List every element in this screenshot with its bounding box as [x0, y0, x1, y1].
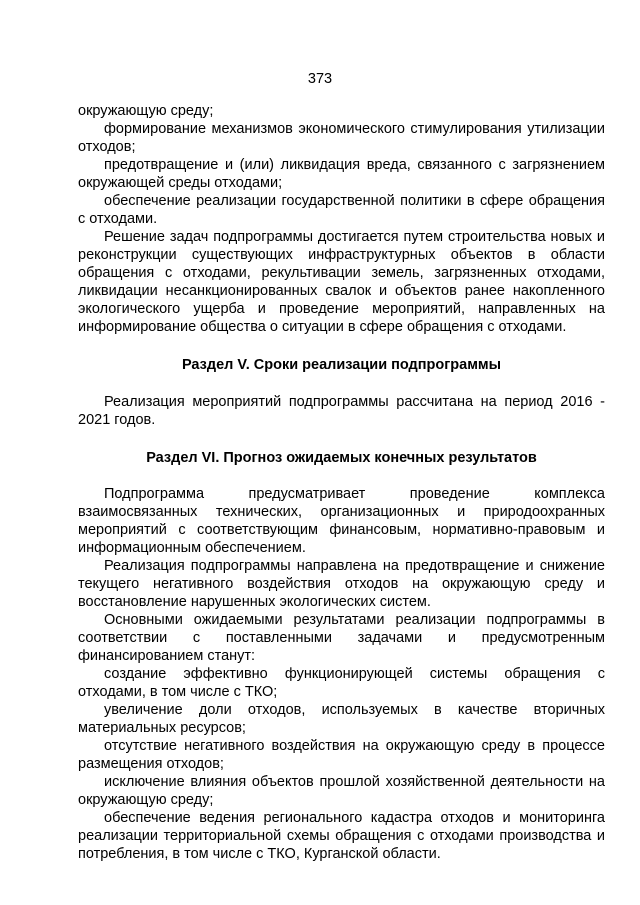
section-heading: Раздел V. Сроки реализации подпрограммы [181, 357, 502, 373]
list-item: увеличение доли отходов, используемых в качестве вторичных материальных ресурсов; [78, 702, 605, 736]
paragraph: формирование механизмов экономического стимулирования утилизации отходов; [78, 121, 605, 155]
list-item: исключение влияния объектов прошлой хозяйственной деятельности на окружающую среду; [78, 774, 605, 808]
list-item: отсутствие негативного воздействия на окружающую среду в процессе размещения отходов; [78, 738, 605, 772]
paragraph: обеспечение реализации государственной политики в сфере обращения с отходами. [78, 193, 605, 227]
paragraph: Реализация мероприятий подпрограммы рассчитана на период 2016 - 2021 годов. [78, 394, 605, 428]
paragraph: Основными ожидаемыми результатами реализации подпрограммы в соответствии с поставленными задачами и предусмотренным финансированием станут: [78, 612, 605, 664]
list-item: обеспечение ведения регионального кадастра отходов и мониторинга реализации территориальной схемы обращения с отходами производства и потребления, в том числе с ТКО, Курганской области. [78, 810, 605, 862]
paragraph: окружающую среду; [78, 103, 214, 119]
paragraph: Реализация подпрограммы направлена на предотвращение и снижение текущего негативного воздействия отходов на окружающую среду и восстановление нарушенных экологических систем. [78, 558, 605, 610]
paragraph: предотвращение и (или) ликвидация вреда, связанного с загрязнением окружающей среды отходами; [78, 157, 605, 191]
paragraph: Подпрограмма предусматривает проведение комплекса взаимосвязанных технических, организационных и природоохранных мероприятий с соответствующим финансовым, нормативно-правовым и информационным обеспечением. [78, 486, 605, 556]
section-heading: Раздел VI. Прогноз ожидаемых конечных результатов [146, 450, 537, 466]
page-number: 373 [307, 71, 333, 87]
document-body [78, 102, 605, 863]
list-item: создание эффективно функционирующей системы обращения с отходами, в том числе с ТКО; [78, 666, 605, 700]
paragraph: Решение задач подпрограммы достигается путем строительства новых и реконструкции существующих инфраструктурных объектов в области обращения с отходами, рекультивации земель, загрязненных отходами, ликвидации несанкционированных свалок и объектов ранее накопленного экологического ущерба и проведение мероприятий, направленных на информирование общества о ситуации в сфере обращения с отходами. [78, 229, 605, 335]
